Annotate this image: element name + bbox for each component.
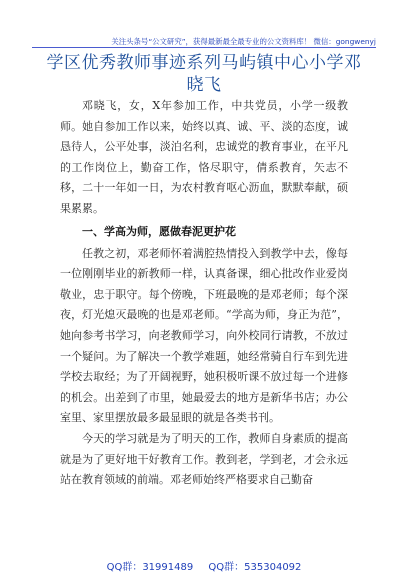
document-title: 学区优秀教师事迹系列马屿镇中心小学邓晓飞	[46, 53, 362, 95]
header-banner: 关注头条号“公文研究”，获得最新最全最专业的公文资料库！ 微信：gongwenyj	[111, 37, 376, 46]
footer	[0, 558, 408, 573]
header-divider	[32, 47, 376, 48]
intro-paragraph: 邓晓飞，女，X年参加工作，中共党员，小学一级教师。她自参加工作以来，始终以真、诚、平、淡的态度，诚恳待人，公平处事，淡泊名利，忠诚党的教育事业，在平凡的工作岗位上，勤奋工作，恪尽职守，倩系教育，矢志不移，二十一年如一日，为农村教育呕心沥血，默默奉献，硕果累累。	[60, 99, 348, 215]
footer-qq-group-1: QQ群：31991489	[106, 562, 194, 573]
section-heading-1: 一、学高为师，愿做春泥更护花	[82, 224, 236, 238]
section1-paragraph-2: 今天的学习就是为了明天的工作，教师自身素质的提高就是为了更好地干好教育工作。教到老，学到老，才会永远站在教育领域的前端。邓老师始终严格要求自己勤奋	[60, 431, 348, 487]
section1-paragraph-1: 任教之初，邓老师怀着满腔热情投入到教学中去，像每一位刚刚毕业的新教师一样，认真备课，细心批改作业爱岗敬业，忠于职守。每个傍晚，下班最晚的是邓老师；每个深夜，灯光熄灭最晚的也是邓老师。“学高为师，身正为范”，她向参考书学习，向老教师学习，向外校同行请教，不放过一个疑问。为了解决一个教学难题，她经常骑自行车到先进学校去取经；为了开阔视野，她积极听课不放过每一个进修的机会。出差到了市里，她最爱去的地方是新华书店；办公室里、家里摆放最多最显眼的就是各类书刊。	[60, 246, 348, 425]
document-body	[60, 96, 348, 491]
footer-qq-group-2: QQ群：535304092	[208, 562, 302, 573]
